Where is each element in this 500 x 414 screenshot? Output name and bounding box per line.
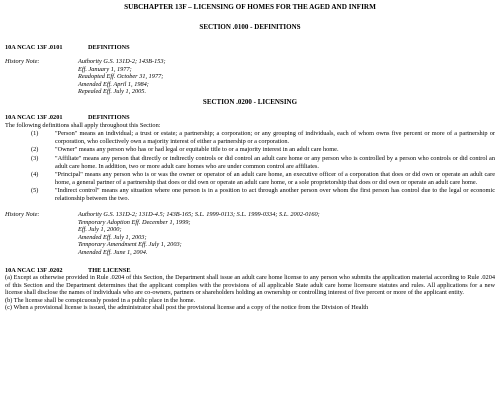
section-heading-0100: SECTION .0100 - DEFINITIONS <box>199 23 301 31</box>
history-line: Amended Eff. July 1, 2003; <box>78 233 147 241</box>
definition-item <box>5 155 495 170</box>
definition-item <box>5 187 495 202</box>
rule-heading-0101 <box>5 44 495 52</box>
license-paragraph-a: (a) Except as otherwise provided in Rule .0204 of this Section, the Department shall issue an adult care home license to any person who submits the application material according to Rule .0204 of this Section and the Department determines that the applicant complies with the provisions of all applicable State adult care home licensure statutes and rules. All applications for a new license shall disclose the names of individuals who are co-owners, partners or shareholders holding an ownership or controlling interest of five percent or more of the applicant entity. <box>5 274 495 297</box>
rule-number: 10A NCAC 13F .0201 <box>5 114 63 122</box>
definition-item <box>5 146 495 154</box>
history-line: Amended Eff. June 1, 2004. <box>78 249 148 257</box>
definition-item <box>5 171 495 186</box>
history-note-label: History Note: <box>5 58 40 66</box>
item-number: (4) <box>31 171 39 179</box>
item-text: "Indirect control" means any situation where one person is in a position to act through another person over whom the first person has control due to the legal or economic relationship between the two. <box>55 187 495 202</box>
item-text: "Affiliate" means any person that directly or indirectly controls or did control an adult care home or any person who is controlled by a person who controls or did control an adult care home. In addition, two or more adult care homes who are under common control are affiliates. <box>55 155 495 170</box>
history-note-label: History Note: <box>5 211 40 219</box>
rule-number: 10A NCAC 13F .0202 <box>5 266 63 274</box>
license-paragraph-c: (c) When a provisional license is issued, the administrator shall post the provisional license and a copy of the notice from the Division of Health <box>5 304 369 312</box>
item-number: (3) <box>31 155 39 163</box>
definition-item <box>5 130 495 145</box>
rule-heading-0201 <box>5 114 495 122</box>
history-line: Temporary Adoption Eff. December 1, 1999; <box>78 218 191 226</box>
license-paragraph-b: (b) The license shall be conspicuously posted in a public place in the home. <box>5 296 196 304</box>
history-note-lines <box>78 58 166 96</box>
rule-number: 10A NCAC 13F .0101 <box>5 43 63 51</box>
history-line: Temporary Amendment Eff. July 1, 2003; <box>78 241 182 249</box>
history-line: Authority G.S. 131D-2; 143B-153; <box>78 58 166 66</box>
history-line: Readopted Eff. October 31, 1977; <box>78 73 164 81</box>
rule-title: DEFINITIONS <box>88 43 130 51</box>
item-number: (1) <box>31 130 39 138</box>
item-text: "Owner" means any person who has or had legal or equitable title to or a majority interest in an adult care home. <box>55 146 339 154</box>
history-line: Amended Eff. April 1, 1984; <box>78 80 149 88</box>
rule-heading-0202 <box>5 267 495 275</box>
history-line: Repealed Eff. July 1, 2005. <box>78 88 147 96</box>
item-text: "Principal" means any person who is or was the owner or operator of an adult care home, an executive officer of a corporation that does or did own or operate an adult care home, a general partner of a partnership that does or did own or operate an adult care home, or a sole proprietorship that does or did own or operate an adult care home. <box>55 171 495 186</box>
section-heading-0200: SECTION .0200 - LICENSING <box>202 97 298 106</box>
history-line: Authority G.S. 131D-2; 131D-4.5; 143B-165; S.L. 1999-0113; S.L. 1999-0334; S.L. 2002-0160; <box>78 211 320 219</box>
item-number: (2) <box>31 146 39 154</box>
item-number: (5) <box>31 187 39 195</box>
item-text: "Person" means an individual; a trust or estate; a partnership; a corporation; or any grouping of individuals, each of whom owns five percent or more of a partnership or corporation, who collectively own a majority interest of either a partnership or a corporation. <box>55 130 495 145</box>
rule-title: DEFINITIONS <box>88 114 130 122</box>
rule-title: THE LICENSE <box>88 266 131 274</box>
definitions-intro: The following definitions shall apply throughout this Section: <box>5 121 161 129</box>
history-line: Eff. January 1, 1977; <box>78 65 132 73</box>
history-line: Eff. July 1, 2000; <box>78 226 122 234</box>
history-note-0101 <box>5 58 495 96</box>
subchapter-title: SUBCHAPTER 13F – LICENSING OF HOMES FOR THE AGED AND INFIRM <box>124 3 376 11</box>
history-note-lines <box>78 211 320 256</box>
history-note-0201 <box>5 211 495 256</box>
